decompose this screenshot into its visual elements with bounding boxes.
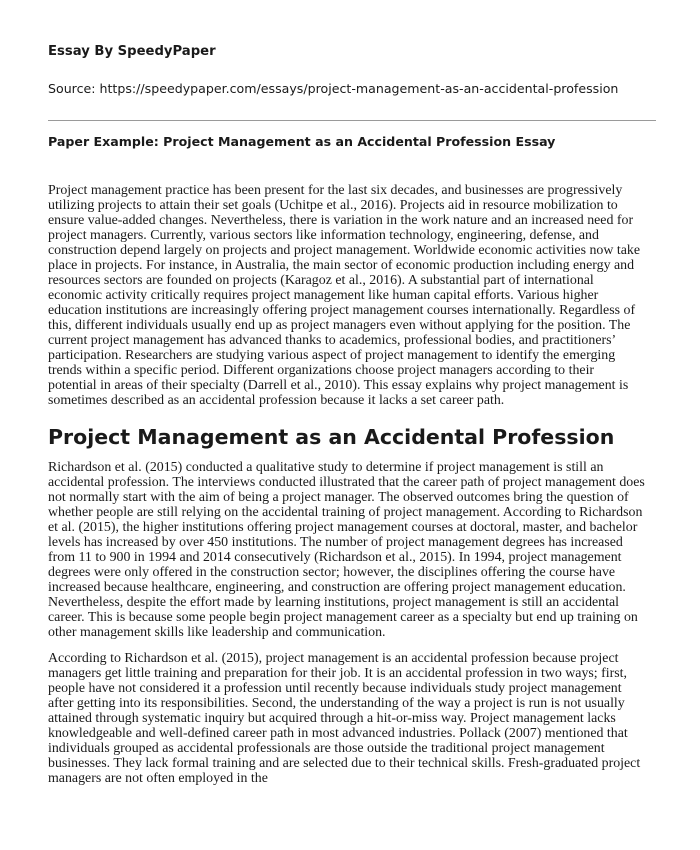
header-divider — [48, 120, 656, 121]
intro-paragraph: Project management practice has been present for the last six decades, and businesses are progressively utilizing projects to attain their set goals (Uchitpe et al., 2016). Projects aid in resource mobilization to ensure value-added changes. Nevertheless, there is variation in the work nature and an increased need for project managers. Currently, various sectors like information technology, engineering, defense, and construction depend largely on projects and project management. Worldwide economic activities now take place in projects. For instance, in Australia, the main sector of economic production including energy and resources sectors are founded on projects (Karagoz et al., 2016). A substantial part of international economic activity critically requires project management like human capital efforts. Various higher education institutions are increasingly offering project management courses internationally. Regardless of this, different individuals usually end up as project managers even without applying for the position. The current project management has advanced thanks to academics, professional bodies, and practitioners’ participation. Researchers are studying various aspect of project management to identify the emerging trends within a specific period. Different organizations choose project managers according to their potential in areas of their specialty (Darrell et al., 2010). This essay explains why project management is sometimes described as an accidental profession because it lacks a set career path. — [48, 183, 641, 408]
section-heading: Project Management as an Accidental Profession — [48, 425, 615, 449]
section-paragraph-2: According to Richardson et al. (2015), project management is an accidental profession because project managers get little training and preparation for their job. It is an accidental profession in two ways; first, people have not considered it a profession until recently because individuals study project management after getting into its responsibilities. Second, the understanding of the way a project is run is not usually attained through systematic inquiry but acquired through a hit-or-miss way. Project management lacks knowledgeable and well-defined career path in most advanced industries. Pollack (2007) mentioned that individuals grouped as accidental professionals are those outside the traditional project management businesses. They lack formal training and are selected due to their technical skills. Fresh-graduated project managers are not often employed in the — [48, 651, 641, 786]
source-line: Source: https://speedypaper.com/essays/project-management-as-an-accidental-profession — [48, 81, 619, 96]
section-paragraph-1: Richardson et al. (2015) conducted a qualitative study to determine if project management is still an accidental profession. The interviews conducted illustrated that the career path of project management does not normally start with the aim of being a project manager. The observed outcomes bring the question of whether people are still relying on the accidental training of project management. According to Richardson et al. (2015), the higher institutions offering project management courses at doctoral, master, and bachelor levels has increased by over 450 institutions. The number of project management degrees has increased from 11 to 900 in 1994 and 2014 consecutively (Richardson et al., 2015). In 1994, project management degrees were only offered in the construction sector; however, the disciplines offering the course have increased because healthcare, engineering, and construction are offering project management education. Nevertheless, despite the effort made by learning institutions, project management is still an accidental career. This is because some people begin project management career as a specialty but end up training on other management skills like leadership and communication. — [48, 460, 645, 640]
paper-title: Paper Example: Project Management as an Accidental Profession Essay — [48, 134, 556, 149]
brand-title: Essay By SpeedyPaper — [48, 44, 216, 59]
